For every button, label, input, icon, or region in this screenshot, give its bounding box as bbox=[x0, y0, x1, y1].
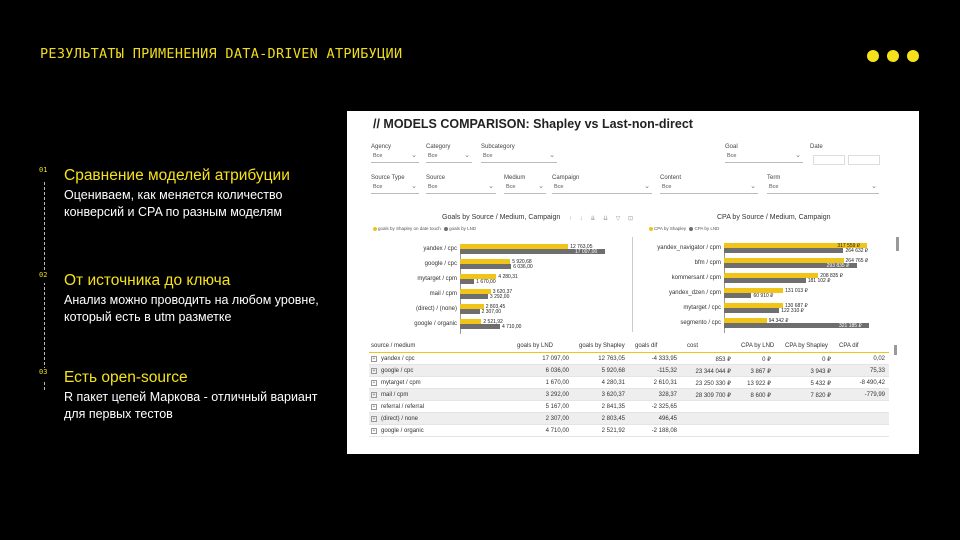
table-cell: referral / referral bbox=[381, 404, 425, 410]
filter-label: Category bbox=[426, 144, 451, 150]
expand-icon[interactable]: + bbox=[372, 356, 376, 362]
filter-select[interactable] bbox=[426, 153, 472, 163]
data-label: 181 102 ₽ bbox=[807, 277, 831, 284]
legend-item: CPA by LND bbox=[694, 226, 720, 231]
filter-content[interactable] bbox=[660, 175, 758, 194]
table-cell: 3 867 ₽ bbox=[750, 369, 771, 375]
legend-item: CPA by Shapley bbox=[654, 226, 687, 231]
data-label: 60 910 ₽ bbox=[753, 292, 774, 299]
table-cell: 496,45 bbox=[658, 416, 677, 422]
filter-value: Все bbox=[483, 153, 493, 159]
lnd-bar[interactable] bbox=[460, 309, 480, 314]
filter-select[interactable] bbox=[371, 153, 419, 163]
data-label: 317 559 ₽ bbox=[837, 242, 861, 249]
data-label: 264 632 ₽ bbox=[845, 247, 869, 254]
data-label: 2 307,00 bbox=[481, 308, 502, 315]
table-header bbox=[369, 340, 889, 353]
step-number: 01 bbox=[39, 166, 47, 178]
step-number: 03 bbox=[39, 368, 47, 380]
table-cell: 2 521,92 bbox=[601, 428, 625, 434]
data-label: 4 280,31 bbox=[498, 273, 518, 280]
table-cell: 8 600 ₽ bbox=[750, 393, 771, 399]
data-label: 94 342 ₽ bbox=[768, 317, 789, 324]
table-row[interactable] bbox=[369, 389, 889, 401]
table-cell: -2 325,65 bbox=[651, 404, 677, 410]
table-cell: 3 620,37 bbox=[601, 392, 625, 398]
table-row[interactable] bbox=[369, 425, 889, 437]
lnd-bar[interactable] bbox=[724, 308, 779, 313]
data-label: 321 185 ₽ bbox=[839, 322, 862, 329]
expand-icon[interactable]: + bbox=[372, 428, 376, 434]
step-number: 02 bbox=[39, 271, 47, 283]
step-description: R пакет цепей Маркова - отличный вариант для первых тестов bbox=[64, 390, 318, 421]
chevron-down-icon: ⌄ bbox=[488, 183, 494, 190]
filter-medium[interactable] bbox=[504, 175, 546, 194]
table-cell: 7 820 ₽ bbox=[810, 393, 831, 399]
filter-label: Term bbox=[767, 175, 781, 181]
lnd-bar[interactable] bbox=[460, 279, 474, 284]
table-cell: 28 309 700 ₽ bbox=[695, 393, 731, 399]
dot bbox=[907, 50, 919, 62]
data-label: 1 670,00 bbox=[476, 278, 496, 285]
data-label: 3 620,37 bbox=[492, 288, 513, 295]
col-header[interactable]: goals by Shapley bbox=[579, 343, 625, 349]
filter-select[interactable] bbox=[426, 184, 496, 194]
filter-source[interactable] bbox=[426, 175, 496, 194]
table-row[interactable] bbox=[369, 401, 889, 413]
table-cell: 5 167,00 bbox=[545, 404, 569, 410]
col-header[interactable]: CPA by Shapley bbox=[785, 343, 828, 349]
table-cell: 17 097,00 bbox=[542, 356, 569, 362]
lnd-bar[interactable] bbox=[724, 248, 843, 253]
chevron-down-icon: ⌄ bbox=[549, 152, 555, 159]
table-cell: 23 344 044 ₽ bbox=[695, 369, 731, 375]
filter-campaign[interactable] bbox=[552, 175, 652, 194]
lnd-bar[interactable] bbox=[460, 294, 488, 299]
table-cell: -115,32 bbox=[657, 368, 677, 374]
table-row[interactable] bbox=[369, 353, 889, 365]
table-cell: 23 250 330 ₽ bbox=[695, 381, 731, 387]
table-cell: 5 432 ₽ bbox=[810, 381, 831, 387]
col-header[interactable]: cost bbox=[687, 343, 699, 349]
table-cell: 2 803,45 bbox=[601, 416, 625, 422]
table-cell: 853 ₽ bbox=[715, 357, 731, 363]
category-label: mail / cpm bbox=[429, 291, 457, 297]
category-label: google / organic bbox=[414, 321, 457, 327]
table-cell: -779,99 bbox=[864, 392, 885, 398]
date-to-input[interactable] bbox=[848, 155, 880, 165]
report-screenshot bbox=[347, 111, 919, 454]
step-description: Анализ можно проводить на любом уровне, который есть в utm разметке bbox=[64, 293, 319, 324]
chevron-down-icon: ⌄ bbox=[871, 183, 877, 190]
category-label: google / cpc bbox=[424, 261, 457, 267]
table-cell: 2 307,00 bbox=[545, 416, 569, 422]
filter-select[interactable] bbox=[552, 184, 652, 194]
lnd-bar[interactable] bbox=[724, 293, 751, 298]
filter-term[interactable] bbox=[767, 175, 879, 194]
data-label: 264 765 ₽ bbox=[845, 257, 869, 264]
filter-value: Все bbox=[506, 184, 516, 190]
category-label: mytarget / cpm bbox=[417, 276, 457, 282]
filter-value: Все bbox=[373, 184, 383, 190]
table-cell: 0,02 bbox=[873, 356, 885, 362]
menu-dots-icon[interactable] bbox=[867, 50, 919, 62]
table-cell: -2 188,08 bbox=[651, 428, 677, 434]
table-cell: google / cpc bbox=[381, 368, 414, 374]
chevron-down-icon: ⌄ bbox=[644, 183, 650, 190]
table-cell: (direct) / none bbox=[381, 416, 419, 422]
filter-value: Все bbox=[662, 184, 672, 190]
table-body bbox=[369, 353, 889, 437]
table-scrollbar[interactable] bbox=[894, 345, 897, 355]
chevron-down-icon: ⌄ bbox=[411, 183, 417, 190]
filter-select[interactable] bbox=[725, 153, 803, 163]
date-from-input[interactable] bbox=[813, 155, 845, 165]
filter-label: Source bbox=[426, 175, 446, 181]
chevron-down-icon: ⌄ bbox=[538, 183, 544, 190]
category-label: mytarget / cpc bbox=[683, 305, 721, 311]
filter-goal[interactable] bbox=[725, 144, 803, 163]
legend-swatch bbox=[373, 227, 377, 231]
cpa-chart-legend bbox=[649, 226, 719, 231]
data-label: 3 292,00 bbox=[489, 293, 510, 300]
step-description: Оцениваем, как меняется количество конверсий и CPA по разным моделям bbox=[64, 188, 283, 219]
legend-item: goals by Shapley on date touch bbox=[378, 226, 441, 231]
col-header[interactable]: CPA dif bbox=[839, 343, 859, 349]
dot bbox=[887, 50, 899, 62]
table-row[interactable] bbox=[369, 413, 889, 425]
legend-swatch bbox=[444, 227, 448, 231]
table-cell: 5 920,68 bbox=[601, 368, 625, 374]
category-label: kommersant / cpm bbox=[671, 275, 721, 281]
filter-select[interactable] bbox=[481, 153, 557, 163]
filter-value: Все bbox=[554, 184, 564, 190]
data-label: 2 803,45 bbox=[485, 303, 506, 310]
filter-label: Campaign bbox=[552, 175, 580, 181]
table-cell: 4 280,31 bbox=[601, 380, 625, 386]
expand-icon[interactable]: + bbox=[372, 368, 376, 374]
category-label: bfm / cpm bbox=[694, 260, 721, 266]
expand-icon[interactable]: + bbox=[372, 404, 376, 410]
chevron-down-icon: ⌄ bbox=[411, 152, 417, 159]
filter-label: Source Type bbox=[371, 175, 405, 181]
data-label: 5 920,68 bbox=[512, 258, 532, 265]
dot bbox=[867, 50, 879, 62]
table-cell: 12 763,05 bbox=[598, 356, 625, 362]
filter-select[interactable] bbox=[371, 184, 419, 194]
category-label: yandex / cpc bbox=[423, 246, 457, 252]
legend-item: goals by LND bbox=[449, 226, 477, 231]
goals-chart-title: Goals by Source / Medium, Campaign bbox=[442, 214, 561, 221]
category-label: yandex_dzen / cpm bbox=[668, 290, 721, 296]
expand-icon[interactable]: + bbox=[372, 392, 376, 398]
data-label: 208 835 ₽ bbox=[820, 272, 843, 279]
table-cell: 1 670,00 bbox=[545, 380, 569, 386]
cpa-chart-scrollbar[interactable] bbox=[896, 237, 899, 251]
table-cell: 75,33 bbox=[869, 368, 885, 374]
chart-divider bbox=[632, 237, 633, 332]
col-header[interactable]: source / medium bbox=[371, 343, 416, 349]
table-row[interactable] bbox=[369, 365, 889, 377]
steps-dashed-line bbox=[44, 182, 45, 390]
table-cell: 4 710,00 bbox=[545, 428, 569, 434]
filter-label: Subcategory bbox=[481, 144, 515, 150]
col-header[interactable]: goals dif bbox=[635, 343, 658, 349]
chevron-down-icon: ⌄ bbox=[464, 152, 470, 159]
table-cell: 328,37 bbox=[658, 392, 677, 398]
filter-label: Agency bbox=[371, 144, 392, 150]
table-cell: 13 922 ₽ bbox=[747, 381, 771, 387]
filter-select[interactable] bbox=[504, 184, 546, 194]
chevron-down-icon: ⌄ bbox=[750, 183, 756, 190]
data-label: 12 763,05 bbox=[570, 243, 593, 250]
table-cell: -8 490,42 bbox=[859, 380, 885, 386]
lnd-bar[interactable] bbox=[460, 264, 511, 269]
expand-icon[interactable]: + bbox=[372, 416, 376, 422]
table-cell: yandex / cpc bbox=[381, 356, 415, 362]
category-label: yandex_navigator / cpm bbox=[657, 245, 721, 251]
table-cell: mail / cpm bbox=[381, 392, 409, 398]
table-cell: 2 841,35 bbox=[601, 404, 625, 410]
data-label: 17 097,00 bbox=[575, 248, 598, 255]
expand-icon[interactable]: + bbox=[372, 380, 376, 386]
step-title: Сравнение моделей атрибуции bbox=[64, 167, 290, 184]
filter-label: Medium bbox=[504, 175, 526, 181]
filter-value: Все bbox=[428, 153, 438, 159]
data-label: 122 310 ₽ bbox=[781, 307, 804, 314]
filter-value: Все bbox=[727, 153, 737, 159]
comparison-table bbox=[369, 340, 889, 437]
table-cell: 0 ₽ bbox=[822, 357, 831, 363]
table-cell: 0 ₽ bbox=[762, 357, 771, 363]
filter-label: Goal bbox=[725, 144, 738, 150]
chart-toolbar-icons[interactable]: ↑ ↓ ⇊ ⇊ ▽ ⊡ bbox=[569, 216, 637, 222]
filter-select[interactable] bbox=[660, 184, 758, 194]
legend-swatch bbox=[649, 227, 653, 231]
table-cell: google / organic bbox=[381, 428, 424, 434]
table-cell: 6 036,00 bbox=[545, 368, 569, 374]
filter-date[interactable] bbox=[810, 144, 840, 153]
goals-chart-legend bbox=[373, 226, 476, 231]
lnd-bar[interactable] bbox=[460, 324, 500, 329]
table-cell: -4 333,95 bbox=[651, 356, 677, 362]
table-cell: 3 943 ₽ bbox=[810, 369, 831, 375]
col-header[interactable]: goals by LND bbox=[517, 343, 554, 349]
filter-value: Все bbox=[428, 184, 438, 190]
data-label: 130 687 ₽ bbox=[784, 302, 808, 309]
filter-value: Все bbox=[373, 153, 383, 159]
filter-subcategory[interactable] bbox=[481, 144, 557, 163]
category-label: (direct) / (none) bbox=[415, 306, 457, 312]
filter-label: Content bbox=[660, 175, 682, 181]
data-label: 293 835 ₽ bbox=[826, 262, 850, 269]
legend-swatch bbox=[689, 227, 693, 231]
category-label: segmento / cpc bbox=[680, 320, 721, 326]
table-cell: 2 610,31 bbox=[653, 380, 677, 386]
chevron-down-icon: ⌄ bbox=[795, 152, 801, 159]
filter-select[interactable] bbox=[767, 184, 879, 194]
filter-source-type[interactable] bbox=[371, 175, 419, 194]
lnd-bar[interactable] bbox=[724, 278, 806, 283]
filter-agency[interactable] bbox=[371, 144, 419, 163]
data-label: 131 013 ₽ bbox=[785, 287, 808, 294]
filter-label: Date bbox=[810, 144, 823, 150]
data-label: 2 521,92 bbox=[483, 318, 503, 325]
data-label: 6 036,00 bbox=[513, 263, 533, 270]
data-label: 4 710,00 bbox=[501, 323, 522, 330]
report-title: // MODELS COMPARISON: Shapley vs Last-non-direct bbox=[373, 117, 693, 131]
slide-title: РЕЗУЛЬТАТЫ ПРИМЕНЕНИЯ DATA-DRIVEN АТРИБУЦИИ bbox=[40, 46, 403, 62]
filter-value: Все bbox=[769, 184, 779, 190]
filter-category[interactable] bbox=[426, 144, 472, 163]
cpa-chart-title: CPA by Source / Medium, Campaign bbox=[717, 214, 831, 221]
table-cell: 3 292,00 bbox=[545, 392, 569, 398]
col-header[interactable]: CPA by LND bbox=[741, 343, 775, 349]
step-title: От источника до ключа bbox=[64, 272, 231, 289]
table-row[interactable] bbox=[369, 377, 889, 389]
table-cell: mytarget / cpm bbox=[381, 380, 421, 386]
step-title: Есть open-source bbox=[64, 369, 188, 386]
